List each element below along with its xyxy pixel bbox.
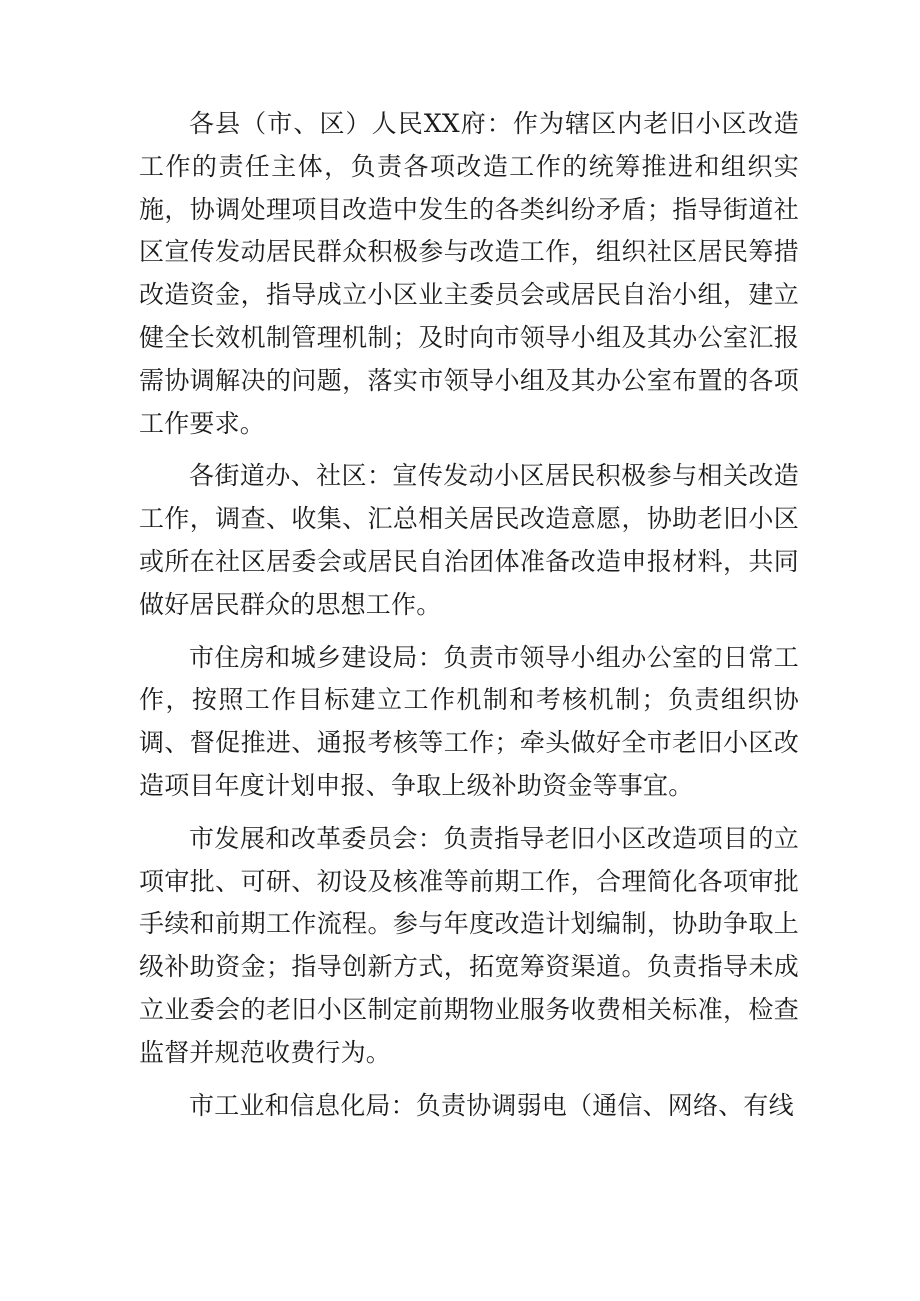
paragraph-housing-bureau: 市住房和城乡建设局：负责市领导小组办公室的日常工作，按照工作目标建立工作机制和考核机制；负责组织协调、督促推进、通报考核等工作；牵头做好全市老旧小区改造项目年度计划申报、争取上级补助资金等事宜。: [139, 642, 799, 800]
paragraph-county-government: 各县（市、区）人民XX府：作为辖区内老旧小区改造工作的责任主体，负责各项改造工作的统筹推进和组织实施，协调处理项目改造中发生的各类纠纷矛盾；指导街道社区宣传发动居民群众积极参与改造工作，组织社区居民筹措改造资金，指导成立小区业主委员会或居民自治小组，建立健全长效机制管理机制；及时向市领导小组及其办公室汇报需协调解决的问题，落实市领导小组及其办公室布置的各项工作要求。: [139, 109, 799, 438]
paragraph-street-community: 各街道办、社区：宣传发动小区居民积极参与相关改造工作，调查、收集、汇总相关居民改造意愿，协助老旧小区或所在社区居委会或居民自治团体准备改造申报材料，共同做好居民群众的思想工作。: [139, 461, 799, 619]
paragraph-industry-bureau: 市工业和信息化局：负责协调弱电（通信、网络、有线: [189, 1090, 794, 1120]
paragraph-development-commission: 市发展和改革委员会：负责指导老旧小区改造项目的立项审批、可研、初设及核准等前期工作，合理简化各项审批手续和前期工作流程。参与年度改造计划编制，协助争取上级补助资金；指导创新方式，拓宽筹资渠道。负责指导未成立业委会的老旧小区制定前期物业服务收费相关标准，检查监督并规范收费行为。: [139, 823, 799, 1067]
document-body: [139, 103, 799, 1137]
